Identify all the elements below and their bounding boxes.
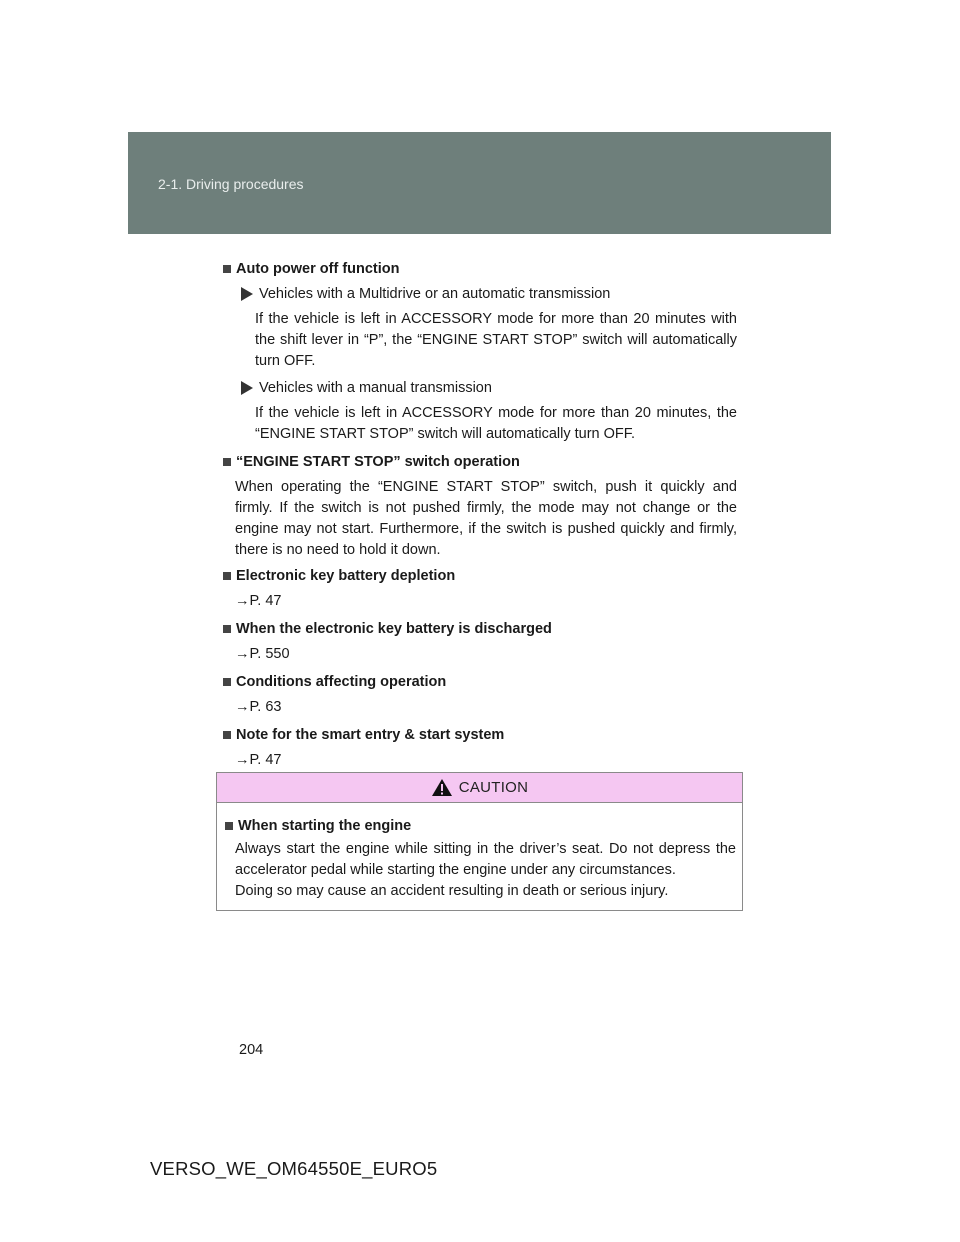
paragraph: When operating the “ENGINE START STOP” switch, push it quickly and firmly. If the switch is not pushed firmly, the mode may not change or the engine may not start. Furthermore, if the switch is pushed quickly and firmly, there is no need to hold it down.: [235, 479, 737, 558]
page-number: 204: [239, 1042, 264, 1058]
sub-label: Vehicles with a Multidrive or an automatic transmission: [235, 284, 737, 305]
caution-label: CAUTION: [458, 779, 529, 796]
page-reference: →P. 47: [235, 752, 282, 768]
item-title: When the electronic key battery is discharged: [221, 618, 737, 640]
main-content: [221, 258, 737, 777]
triangle-bullet-icon: [241, 287, 253, 301]
square-bullet-icon: [223, 625, 231, 633]
square-bullet-icon: [223, 731, 231, 739]
sub-label: Vehicles with a manual transmission: [235, 378, 737, 399]
caution-box: [216, 772, 743, 911]
caution-title: When starting the engine: [223, 815, 736, 837]
document-code: VERSO_WE_OM64550E_EURO5: [150, 1158, 438, 1179]
caution-body: [217, 803, 742, 902]
page-reference: →P. 47: [235, 593, 282, 609]
square-bullet-icon: [223, 458, 231, 466]
caution-text: Doing so may cause an accident resulting in death or serious injury.: [235, 883, 669, 899]
caution-text: Always start the engine while sitting in the driver’s seat. Do not depress the accelerator pedal while starting the engine under any circumstances.: [235, 841, 736, 878]
square-bullet-icon: [223, 678, 231, 686]
square-bullet-icon: [225, 822, 233, 830]
paragraph: If the vehicle is left in ACCESSORY mode for more than 20 minutes with the shift lever in “P”, the “ENGINE START STOP” switch will automatically turn OFF.: [255, 311, 737, 369]
item-title: Auto power off function: [221, 258, 737, 280]
section-title: 2-1. Driving procedures: [158, 176, 304, 192]
item-title: Electronic key battery depletion: [221, 565, 737, 587]
item-title: Note for the smart entry & start system: [221, 724, 737, 746]
square-bullet-icon: [223, 572, 231, 580]
page-reference: →P. 63: [235, 699, 282, 715]
paragraph: If the vehicle is left in ACCESSORY mode for more than 20 minutes, the “ENGINE START STOP” switch will automatically turn OFF.: [255, 405, 737, 442]
item-title: Conditions affecting operation: [221, 671, 737, 693]
warning-icon: [431, 778, 453, 797]
triangle-bullet-icon: [241, 381, 253, 395]
section-header: [128, 132, 831, 234]
caution-header: [217, 773, 742, 803]
square-bullet-icon: [223, 265, 231, 273]
page-reference: →P. 550: [235, 646, 290, 662]
item-title: “ENGINE START STOP” switch operation: [221, 451, 737, 473]
